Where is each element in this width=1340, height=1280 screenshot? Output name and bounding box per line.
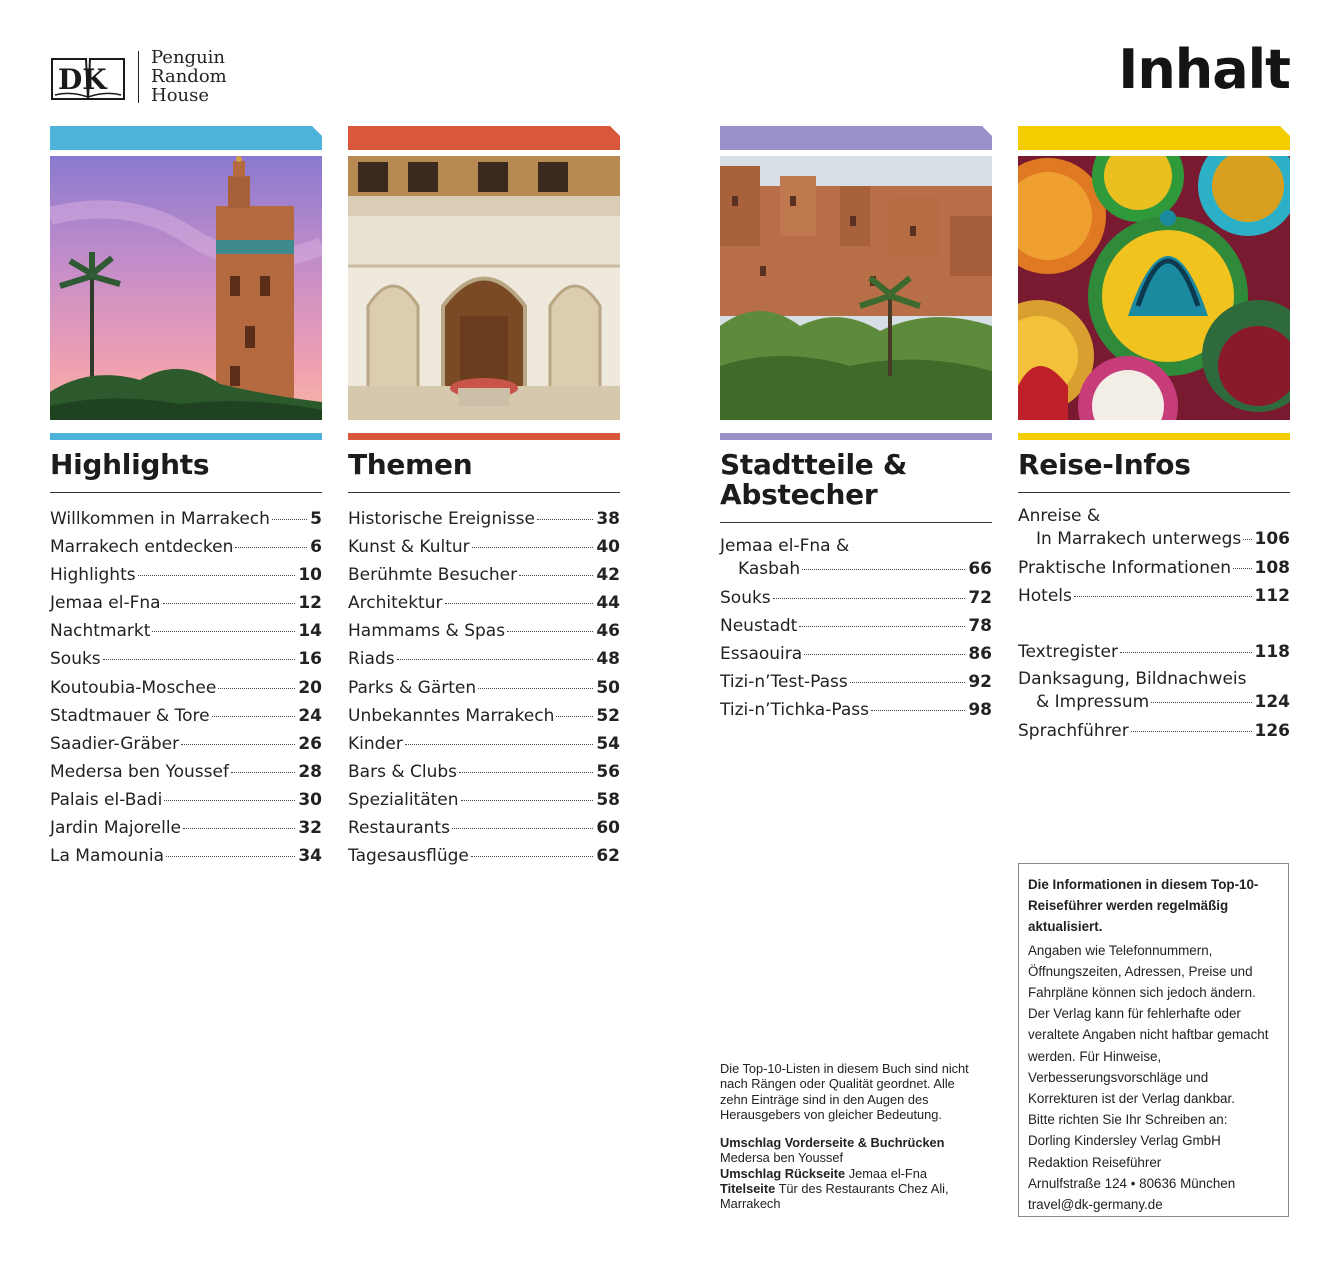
leader-dots <box>507 631 593 632</box>
toc-page-number: 62 <box>596 846 620 867</box>
toc-entry-label: Restaurants <box>348 818 450 839</box>
section-color-rule <box>50 433 322 440</box>
toc-entry-label: Nachtmarkt <box>50 621 151 642</box>
section-title: Themen <box>348 450 620 493</box>
toc-page-number: 32 <box>298 818 322 839</box>
page-title: Inhalt <box>1118 38 1290 101</box>
toc-page-number: 20 <box>298 677 322 698</box>
svg-text:DK: DK <box>58 62 107 96</box>
toc-entry-label: Unbekanntes Marrakech <box>348 705 555 726</box>
toc-page-number: 112 <box>1254 586 1290 607</box>
leader-dots <box>183 828 295 829</box>
toc-entry-label: Tizi-n’Tichka-Pass <box>720 700 869 721</box>
toc-page-number: 30 <box>298 789 322 810</box>
toc-page-number: 98 <box>968 700 992 721</box>
toc-entry-label: Praktische Informationen <box>1018 558 1232 578</box>
toc-entry-label: Sprachführer <box>1018 721 1129 742</box>
toc-entry[interactable] <box>50 842 322 870</box>
toc-entry[interactable] <box>50 758 322 786</box>
section-tab <box>720 126 992 150</box>
toc-page-number: 26 <box>298 733 322 754</box>
toc-entry[interactable] <box>50 674 322 702</box>
toc-entry[interactable] <box>348 814 620 842</box>
spice-tagines-photo <box>1018 156 1290 420</box>
update-info-box <box>1018 863 1289 1217</box>
toc-page-number: 42 <box>596 565 620 586</box>
credit-line <box>720 1181 982 1212</box>
toc-page-number: 58 <box>596 789 620 810</box>
leader-dots <box>804 654 965 655</box>
toc-entry[interactable] <box>348 589 620 617</box>
section-color-rule <box>1018 433 1290 440</box>
credit-line <box>720 1166 982 1181</box>
toc-page-number: 66 <box>968 559 992 579</box>
toc-entry[interactable] <box>720 535 992 581</box>
toc-entry-label: Willkommen in Marrakech <box>50 509 270 529</box>
toc-spacer <box>1018 610 1290 638</box>
toc-entry[interactable] <box>348 645 620 673</box>
contact-line: Dorling Kindersley Verlag GmbH <box>1028 1133 1221 1149</box>
leader-dots <box>452 828 593 829</box>
toc-page-number: 126 <box>1254 721 1290 742</box>
toc-entry[interactable] <box>348 842 620 870</box>
info-heading: Die Informationen in diesem Top-10-Reiseführer werden regelmäßig aktualisiert. <box>1028 877 1259 935</box>
leader-dots <box>461 800 594 801</box>
leader-dots <box>166 856 295 857</box>
leader-dots <box>537 519 593 520</box>
toc-entry-label: Jemaa el-Fna <box>50 593 161 614</box>
toc-page-number: 92 <box>968 672 992 693</box>
toc-page-number: 56 <box>596 761 620 782</box>
toc-page-number: 34 <box>298 846 322 867</box>
toc-entry-label: Textregister <box>1018 642 1118 663</box>
toc-entry[interactable] <box>720 612 992 640</box>
toc-entry[interactable] <box>1018 582 1290 610</box>
note-text: Die Top-10-Listen in diesem Buch sind nicht nach Rängen oder Qualität geordnet. Alle zehn Einträge sind in den Augen des Herausgebers von gleicher Bedeutung. <box>720 1061 969 1122</box>
toc-page-number: 14 <box>298 621 322 642</box>
toc-entry-label: Kasbah <box>738 559 801 579</box>
toc-entry-label: Berühmte Besucher <box>348 565 518 586</box>
toc-entry-label: Historische Ereignisse <box>348 509 535 529</box>
contact-line: Arnulfstraße 124 • 80636 München <box>1028 1175 1236 1191</box>
leader-dots <box>103 659 296 660</box>
toc-page-number: 78 <box>968 616 992 637</box>
leader-dots <box>459 772 593 773</box>
credit-line <box>720 1135 982 1166</box>
toc-entry[interactable] <box>348 617 620 645</box>
leader-dots <box>138 575 296 576</box>
toc-page-number: 50 <box>596 677 620 698</box>
leader-dots <box>1233 568 1251 569</box>
toc-entry-label: Architektur <box>348 593 443 614</box>
info-body: Angaben wie Telefonnummern, Öffnungszeiten, Adressen, Preise und Fahrpläne können sich jedoch ändern. Der Verlag kann für fehlerhafte oder veraltete Angaben nicht haftbar gemacht werden. Für Hinweise, Verbesserungsvorschläge und Korrekturen ist der Verlag dankbar. <box>1028 942 1269 1107</box>
leader-dots <box>405 744 593 745</box>
toc-entry-label: Jardin Majorelle <box>50 818 182 839</box>
toc-entry[interactable] <box>348 533 620 561</box>
toc-list <box>50 505 322 870</box>
section-themen <box>348 126 620 870</box>
leader-dots <box>519 575 593 576</box>
toc-entry[interactable] <box>50 589 322 617</box>
leader-dots <box>181 744 295 745</box>
toc-entry[interactable] <box>1018 505 1290 551</box>
leader-dots <box>1074 596 1252 597</box>
toc-entry-label-line1: Danksagung, Bildnachweis <box>1018 669 1247 690</box>
credit-text: Medersa ben Youssef <box>720 1150 844 1166</box>
toc-entry-label: Koutoubia-Moschee <box>50 677 217 698</box>
leader-dots <box>1131 731 1252 732</box>
toc-entry[interactable] <box>1018 554 1290 582</box>
toc-page-number: 72 <box>968 588 992 608</box>
toc-page-number: 28 <box>298 761 322 782</box>
toc-page-number: 86 <box>968 644 992 665</box>
kasbah-photo <box>720 156 992 420</box>
toc-entry[interactable] <box>1018 717 1290 745</box>
credit-label: Umschlag Vorderseite & Buchrücken <box>720 1135 945 1151</box>
toc-entry[interactable] <box>50 505 322 533</box>
section-tab <box>1018 126 1290 150</box>
toc-entry-label: Marrakech entdecken <box>50 537 234 558</box>
toc-page-number: 108 <box>1254 558 1290 578</box>
toc-entry-label: Tagesausflüge <box>348 846 469 867</box>
leader-dots <box>556 716 593 717</box>
toc-entry-label: Kunst & Kultur <box>348 537 470 558</box>
koutoubia-minaret-photo <box>50 156 322 420</box>
toc-entry[interactable] <box>1018 638 1290 666</box>
toc-list <box>348 505 620 870</box>
toc-page-number: 124 <box>1254 692 1290 713</box>
toc-entry[interactable] <box>348 702 620 730</box>
toc-entry-label: Stadtmauer & Tore <box>50 705 210 726</box>
section-stadtteile <box>720 126 992 724</box>
toc-entry[interactable] <box>50 786 322 814</box>
toc-page-number: 44 <box>596 593 620 614</box>
toc-page-number: 38 <box>596 509 620 529</box>
leader-dots <box>471 856 593 857</box>
toc-entry-label: Neustadt <box>720 616 798 637</box>
toc-entry[interactable] <box>348 730 620 758</box>
toc-page-number: 16 <box>298 649 322 670</box>
toc-page-number: 46 <box>596 621 620 642</box>
toc-entry[interactable] <box>50 533 322 561</box>
logo-divider <box>138 51 139 103</box>
contact-line: Bitte richten Sie Ihr Schreiben an: <box>1028 1112 1228 1128</box>
publisher-logo <box>50 48 227 105</box>
toc-entry-label-line1: Jemaa el-Fna & <box>720 536 850 556</box>
toc-entry[interactable] <box>348 561 620 589</box>
leader-dots <box>478 688 593 689</box>
leader-dots <box>397 659 594 660</box>
toc-page-number: 106 <box>1254 529 1290 549</box>
toc-entry-label: Souks <box>50 649 101 670</box>
toc-entry[interactable] <box>50 645 322 673</box>
leader-dots <box>235 547 307 548</box>
credit-text: Tür des Restaurants Chez Ali, Marrakech <box>720 1181 949 1212</box>
toc-page-number: 10 <box>298 565 322 586</box>
toc-entry-label: Spezialitäten <box>348 789 459 810</box>
leader-dots <box>218 688 295 689</box>
publisher-name: Penguin Random House <box>151 47 227 106</box>
section-color-rule <box>348 433 620 440</box>
toc-page-number: 60 <box>596 818 620 839</box>
toc-page-number: 118 <box>1254 642 1290 663</box>
toc-page-number: 54 <box>596 733 620 754</box>
toc-entry[interactable] <box>1018 668 1290 714</box>
toc-entry-label: Palais el-Badi <box>50 789 163 810</box>
section-title: Stadtteile & Abstecher <box>720 450 992 523</box>
leader-dots <box>152 631 295 632</box>
toc-entry[interactable] <box>720 696 992 724</box>
leader-dots <box>850 682 966 683</box>
toc-entry-label: Hammams & Spas <box>348 621 506 642</box>
section-title: Highlights <box>50 450 322 493</box>
section-tab <box>348 126 620 150</box>
leader-dots <box>164 800 295 801</box>
section-color-rule <box>720 433 992 440</box>
toc-entry-label: Saadier-Gräber <box>50 733 180 754</box>
toc-entry-label: La Mamounia <box>50 846 165 867</box>
leader-dots <box>445 603 594 604</box>
toc-page-number: 12 <box>298 593 322 614</box>
toc-entry[interactable] <box>50 617 322 645</box>
toc-page-number: 40 <box>596 537 620 558</box>
dk-book-icon <box>50 51 126 103</box>
toc-entry-label: Highlights <box>50 565 136 586</box>
leader-dots <box>773 598 966 599</box>
leader-dots <box>871 710 965 711</box>
credit-label: Umschlag Rückseite <box>720 1165 846 1181</box>
leader-dots <box>272 519 307 520</box>
toc-entry-label: Tizi-n’Test-Pass <box>720 672 848 693</box>
toc-entry-label: Hotels <box>1018 586 1072 607</box>
leader-dots <box>212 716 296 717</box>
toc-entry[interactable] <box>50 730 322 758</box>
toc-entry[interactable] <box>720 640 992 668</box>
toc-entry[interactable] <box>348 674 620 702</box>
section-title: Reise-Infos <box>1018 450 1290 493</box>
toc-entry[interactable] <box>348 786 620 814</box>
toc-entry-label: Medersa ben Youssef <box>50 761 229 782</box>
toc-entry[interactable] <box>348 758 620 786</box>
toc-page-number: 5 <box>310 509 322 529</box>
contact-email[interactable]: travel@dk-germany.de <box>1028 1197 1163 1213</box>
leader-dots <box>1151 702 1251 703</box>
toc-page-number: 52 <box>596 705 620 726</box>
toc-entry-label-line1: Anreise & <box>1018 506 1101 526</box>
toc-entry-label: & Impressum <box>1036 692 1150 713</box>
toc-entry-label: Souks <box>720 588 771 608</box>
toc-entry[interactable] <box>720 668 992 696</box>
leader-dots <box>802 569 965 570</box>
credit-text: Jemaa el-Fna <box>848 1165 927 1181</box>
cover-credits <box>720 1135 982 1211</box>
toc-entry[interactable] <box>348 505 620 533</box>
toc-entry-label: Riads <box>348 649 395 670</box>
leader-dots <box>799 626 965 627</box>
riad-courtyard-photo <box>348 156 620 420</box>
toc-entry-label: Bars & Clubs <box>348 761 458 782</box>
contact-line: Redaktion Reiseführer <box>1028 1154 1162 1170</box>
toc-entry[interactable] <box>50 561 322 589</box>
toc-list <box>1018 505 1290 745</box>
toc-entry-label: Parks & Gärten <box>348 677 477 698</box>
toc-page-number: 24 <box>298 705 322 726</box>
toc-entry[interactable] <box>50 814 322 842</box>
toc-entry-label: In Marrakech unterwegs <box>1036 529 1242 549</box>
credit-label: Titelseite <box>720 1181 776 1197</box>
toc-entry[interactable] <box>50 702 322 730</box>
top10-note <box>720 1061 982 1212</box>
toc-page-number: 6 <box>310 537 322 558</box>
toc-page-number: 48 <box>596 649 620 670</box>
toc-entry-label: Essaouira <box>720 644 803 665</box>
toc-entry-label: Kinder <box>348 733 403 754</box>
leader-dots <box>1243 539 1251 540</box>
leader-dots <box>1120 652 1252 653</box>
toc-list <box>720 535 992 724</box>
section-tab <box>50 126 322 150</box>
section-highlights <box>50 126 322 870</box>
toc-entry[interactable] <box>720 584 992 612</box>
section-reise-infos <box>1018 126 1290 745</box>
leader-dots <box>163 603 296 604</box>
leader-dots <box>231 772 295 773</box>
leader-dots <box>472 547 594 548</box>
